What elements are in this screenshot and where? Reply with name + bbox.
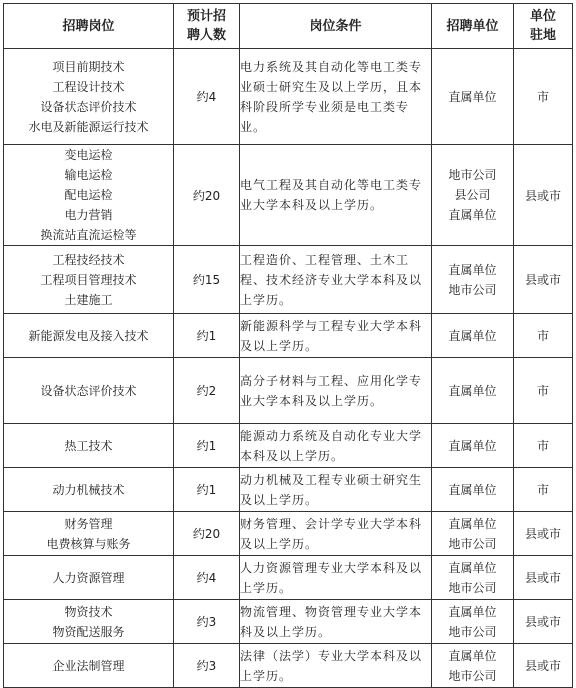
cell-units: [432, 512, 514, 556]
cell-requirements: 高分子材料与工程、应用化学专业大学本科及以上学历。: [240, 358, 432, 424]
cell-location: 市: [514, 468, 573, 512]
cell-positions: [4, 512, 174, 556]
header-unit: 招聘单位: [432, 4, 514, 49]
position-name: 变电运检: [64, 148, 113, 162]
position-name: 动力机械技术: [52, 482, 125, 497]
cell-requirements: 能源动力系统及自动化专业大学本科及以上学历。: [240, 424, 432, 468]
unit-name: 直属单位: [448, 383, 497, 398]
cell-units: [432, 644, 514, 688]
position-name: 新能源发电及接入技术: [28, 328, 149, 343]
header-location-line: 单位: [529, 9, 556, 24]
position-name: 企业法制管理: [52, 658, 125, 673]
unit-name: 地市公司: [448, 536, 497, 551]
table-row: [4, 512, 573, 556]
cell-units: [432, 556, 514, 600]
cell-units: [432, 424, 514, 468]
cell-requirements: 电气工程及其自动化等电工类专业大学本科及以上学历。: [240, 145, 432, 246]
unit-name: 直属单位: [448, 438, 497, 453]
header-count-line: 预计招: [186, 9, 226, 24]
header-count: [174, 4, 240, 49]
cell-requirements: 物流管理、物资管理专业大学本科及以上学历。: [240, 600, 432, 644]
unit-name: 直属单位: [448, 560, 497, 575]
header-count-line: 聘人数: [186, 28, 226, 43]
cell-count: 约1: [174, 468, 240, 512]
cell-count: 约4: [174, 49, 240, 145]
position-name: 设备状态评价技术: [40, 383, 137, 398]
cell-location: 县或市: [514, 246, 573, 314]
unit-name: 地市公司: [448, 580, 497, 595]
position-name: 电费核算与账务: [46, 536, 131, 551]
cell-count: 约15: [174, 246, 240, 314]
cell-count: 约3: [174, 644, 240, 688]
unit-name: 直属单位: [448, 516, 497, 531]
position-name: 设备状态评价技术: [40, 99, 137, 114]
unit-name: 直属单位: [448, 89, 497, 104]
recruitment-table: [3, 3, 573, 688]
table-row: [4, 314, 573, 358]
table-row: [4, 358, 573, 424]
unit-name: 直属单位: [448, 482, 497, 497]
unit-name: 直属单位: [448, 328, 497, 343]
table-row: [4, 600, 573, 644]
table-row: [4, 145, 573, 246]
cell-location: 县或市: [514, 512, 573, 556]
table-header: [4, 4, 573, 49]
cell-positions: [4, 556, 174, 600]
unit-name: 地市公司: [448, 282, 497, 297]
cell-location: 县或市: [514, 556, 573, 600]
cell-count: 约1: [174, 314, 240, 358]
position-name: 物资技术: [64, 604, 113, 619]
cell-units: [432, 468, 514, 512]
position-name: 工程设计技术: [52, 79, 125, 94]
header-position: 招聘岗位: [4, 4, 174, 49]
unit-name: 地市公司: [448, 168, 497, 182]
cell-units: [432, 600, 514, 644]
cell-requirements: 电力系统及其自动化等电工类专业硕士研究生及以上学历，且本科阶段所学专业须是电工类专业。: [240, 49, 432, 145]
position-name: 工程项目管理技术: [40, 272, 137, 287]
cell-location: 市: [514, 358, 573, 424]
cell-units: [432, 49, 514, 145]
cell-positions: [4, 49, 174, 145]
cell-count: 约3: [174, 600, 240, 644]
table-row: [4, 468, 573, 512]
table-row: [4, 49, 573, 145]
unit-name: 地市公司: [448, 668, 497, 683]
cell-units: [432, 246, 514, 314]
cell-positions: [4, 468, 174, 512]
cell-positions: [4, 600, 174, 644]
cell-positions: [4, 424, 174, 468]
header-location: [514, 4, 573, 49]
position-name: 物资配送服务: [52, 624, 125, 639]
position-name: 电力营销: [64, 208, 113, 222]
cell-count: 约1: [174, 424, 240, 468]
cell-units: [432, 314, 514, 358]
cell-positions: [4, 358, 174, 424]
cell-requirements: 新能源科学与工程专业大学本科及以上学历。: [240, 314, 432, 358]
table-row: [4, 644, 573, 688]
cell-requirements: 动力机械及工程专业硕士研究生及以上学历。: [240, 468, 432, 512]
cell-units: [432, 358, 514, 424]
table-body: [4, 49, 573, 688]
unit-name: 直属单位: [448, 604, 497, 619]
cell-requirements: 工程造价、工程管理、土木工程、技术经济专业大学本科及以上学历。: [240, 246, 432, 314]
cell-count: 约4: [174, 556, 240, 600]
table-row: [4, 246, 573, 314]
cell-count: 约20: [174, 512, 240, 556]
cell-positions: [4, 246, 174, 314]
cell-location: 县或市: [514, 600, 573, 644]
position-name: 水电及新能源运行技术: [28, 119, 149, 134]
cell-location: 市: [514, 424, 573, 468]
cell-location: 县或市: [514, 145, 573, 246]
cell-positions: [4, 145, 174, 246]
unit-name: 县公司: [454, 188, 491, 202]
cell-requirements: 法律（法学）专业大学本科及以上学历。: [240, 644, 432, 688]
header-location-line: 驻地: [529, 28, 556, 43]
position-name: 配电运检: [64, 188, 113, 202]
position-name: 人力资源管理: [52, 570, 125, 585]
cell-requirements: 人力资源管理专业大学本科及以上学历。: [240, 556, 432, 600]
position-name: 换流站直流运检等: [40, 228, 137, 242]
position-name: 输电运检: [64, 168, 113, 182]
header-row: [4, 4, 573, 49]
table-row: [4, 424, 573, 468]
position-name: 热工技术: [64, 438, 113, 453]
position-name: 项目前期技术: [52, 59, 125, 74]
unit-name: 地市公司: [448, 624, 497, 639]
cell-positions: [4, 314, 174, 358]
header-requirements: 岗位条件: [240, 4, 432, 49]
table-row: [4, 556, 573, 600]
cell-location: 县或市: [514, 644, 573, 688]
cell-positions: [4, 644, 174, 688]
unit-name: 直属单位: [448, 648, 497, 663]
position-name: 工程技经技术: [52, 252, 125, 267]
cell-count: 约20: [174, 145, 240, 246]
unit-name: 直属单位: [448, 208, 497, 222]
cell-location: 市: [514, 49, 573, 145]
cell-requirements: 财务管理、会计学专业大学本科及以上学历。: [240, 512, 432, 556]
position-name: 财务管理: [64, 516, 113, 531]
unit-name: 直属单位: [448, 262, 497, 277]
cell-units: [432, 145, 514, 246]
cell-location: 市: [514, 314, 573, 358]
position-name: 土建施工: [64, 292, 113, 307]
cell-count: 约2: [174, 358, 240, 424]
